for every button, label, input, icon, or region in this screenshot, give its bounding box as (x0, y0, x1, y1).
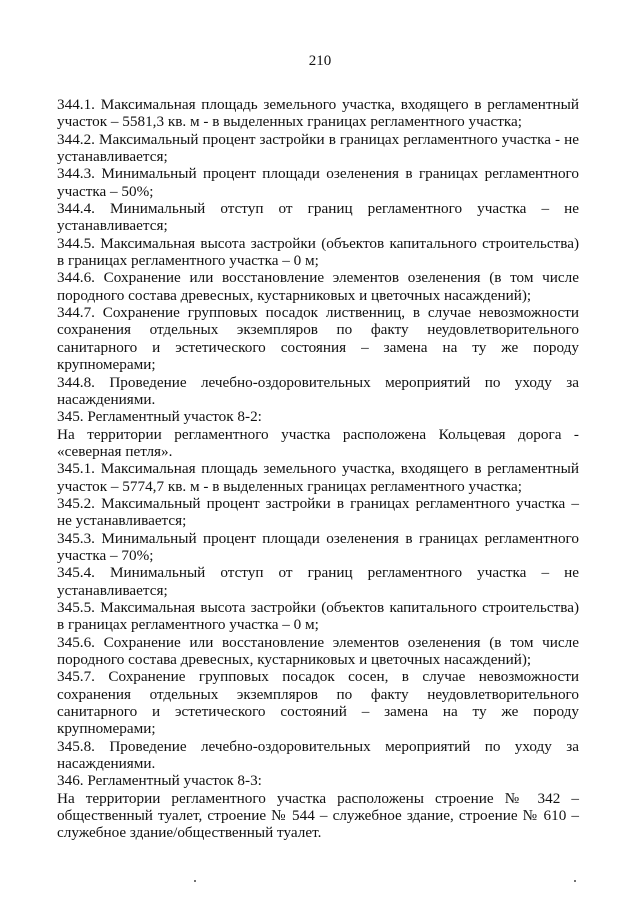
paragraph-344-8: 344.8. Проведение лечебно-оздоровительных мероприятий по уходу за насаждениями. (57, 373, 579, 408)
paragraph-345-7: 345.7. Сохранение групповых посадок сосен, в случае невозможности сохранения отдельных экземпляров по факту неудовлетворительного санитарного и эстетического состояний – замена на ту же породу крупномерами; (57, 668, 579, 738)
paragraph-344-4: 344.4. Минимальный отступ от границ регламентного участка – не устанавливается; (57, 200, 579, 235)
section-heading-345: 345. Регламентный участок 8-2: (57, 408, 262, 426)
paragraph-344-5: 344.5. Максимальная высота застройки (объектов капитального строительства) в границах регламентного участка – 0 м; (57, 234, 579, 270)
paragraph-345-2: 345.2. Максимальный процент застройки в границах регламентного участка – не устанавливается; (57, 494, 579, 530)
paragraph-344-6: 344.6. Сохранение или восстановление элементов озеленения (в том числе породного состава древесных, кустарниковых и цветочных насаждений); (57, 269, 579, 304)
paragraph-345-4: 345.4. Минимальный отступ от границ регламентного участка – не устанавливается; (57, 564, 579, 599)
section-heading-346: 346. Регламентный участок 8-3: (57, 772, 262, 790)
paragraph-345-1: 345.1. Максимальная площадь земельного участка, входящего в регламентный участок – 5774,7 кв. м - в выделенных границах регламентного участка; (57, 460, 579, 495)
paragraph-344-7: 344.7. Сохранение групповых посадок лиственниц, в случае невозможности сохранения отдельных экземпляров по факту неудовлетворительного санитарного и эстетического состояния – замена на ту же породу крупномерами; (57, 304, 579, 374)
paragraph-344-1: 344.1. Максимальная площадь земельного участка, входящего в регламентный участок – 5581,3 кв. м - в выделенных границах регламентного участка; (57, 96, 579, 131)
paragraph-345-3: 345.3. Минимальный процент площади озеленения в границах регламентного участка – 70%; (57, 529, 579, 564)
paragraph-344-3: 344.3. Минимальный процент площади озеленения в границах регламентного участка – 50%; (57, 165, 579, 200)
paragraph-344-2: 344.2. Максимальный процент застройки в границах регламентного участка - не устанавливается; (57, 130, 579, 166)
paragraph-345-8: 345.8. Проведение лечебно-оздоровительных мероприятий по уходу за насаждениями. (57, 737, 579, 773)
paragraph-346-intro: На территории регламентного участка расположены строение № 342 – общественный туалет, строение № 544 – служебное здание, строение № 610 – служебное здание/общественный туалет. (57, 789, 579, 842)
paragraph-345-6: 345.6. Сохранение или восстановление элементов озеленения (в том числе породного состава древесных, кустарниковых и цветочных насаждений); (57, 633, 579, 668)
scan-speck-right (574, 880, 576, 882)
document-body (57, 96, 579, 842)
paragraph-345-intro: На территории регламентного участка расположена Кольцевая дорога - «северная петля». (57, 425, 579, 460)
page-number: 210 (308, 53, 332, 69)
scan-speck-left (194, 880, 196, 882)
paragraph-345-5: 345.5. Максимальная высота застройки (объектов капитального строительства) в границах регламентного участка – 0 м; (57, 598, 579, 634)
